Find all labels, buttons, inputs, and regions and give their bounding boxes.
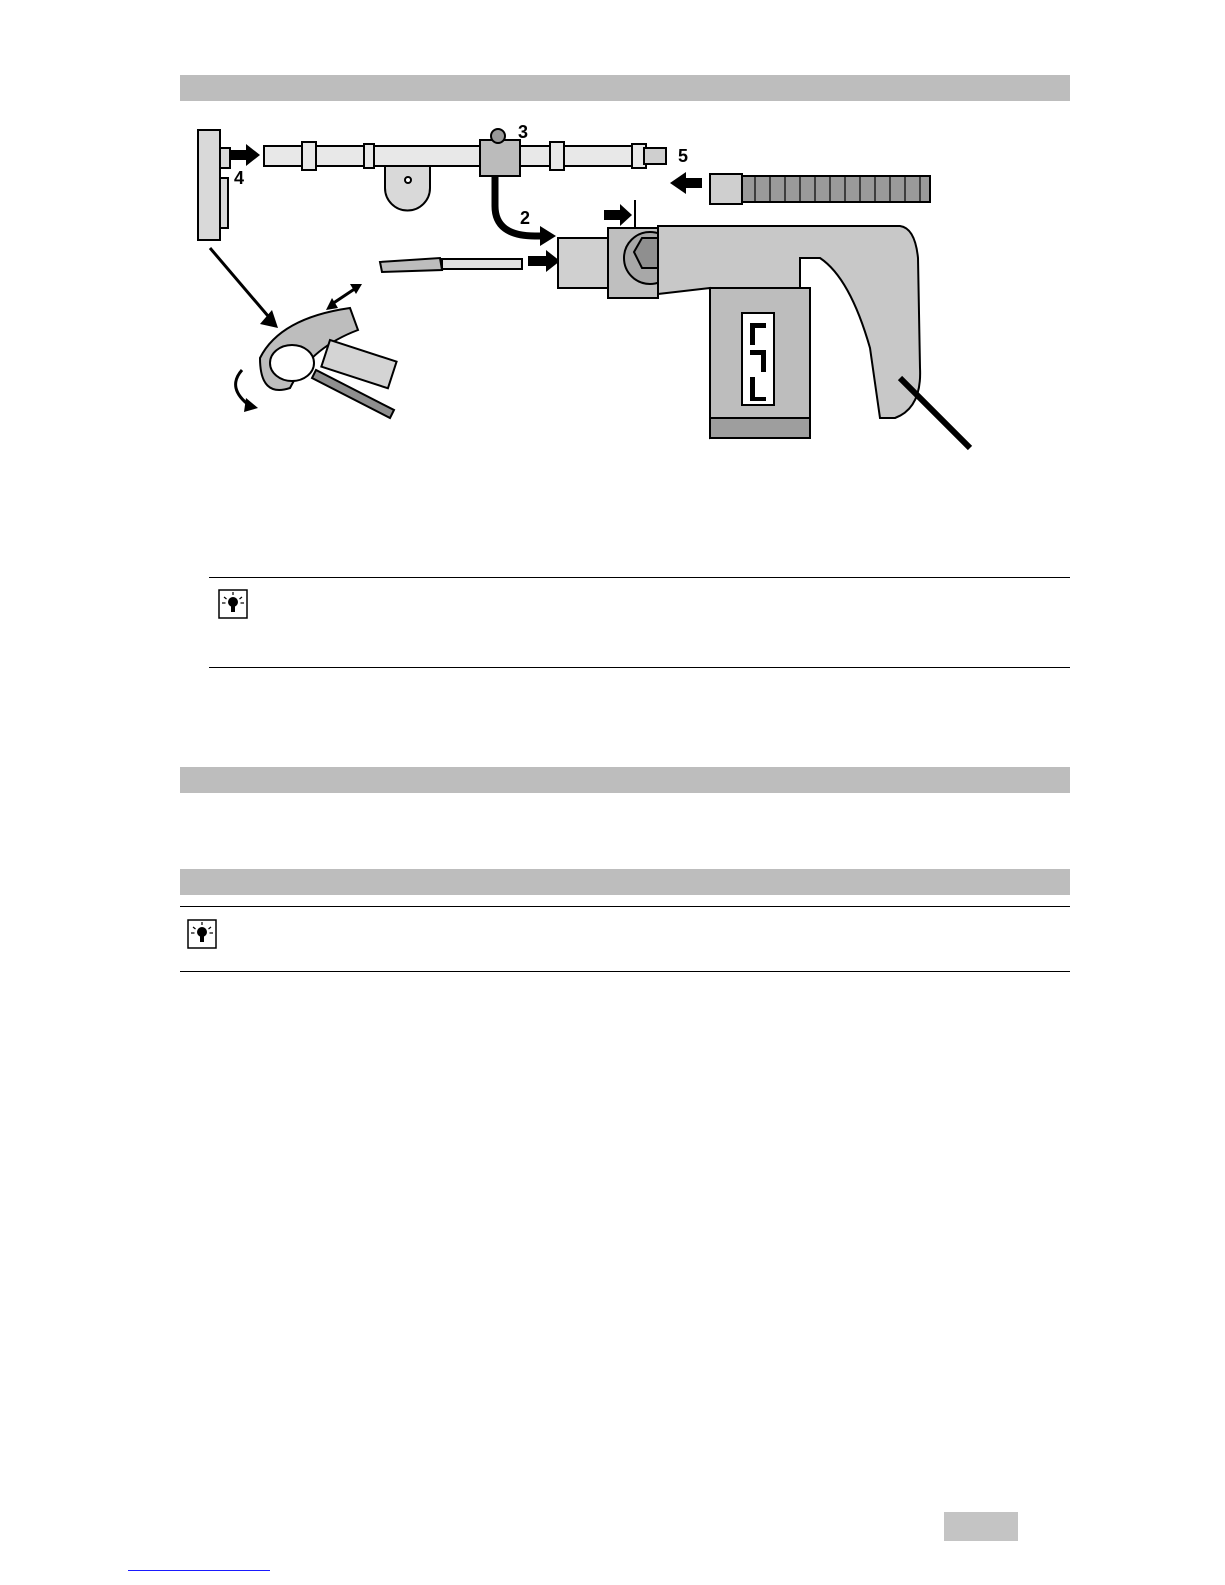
arrow-4-icon — [230, 144, 260, 166]
footer-link-underline[interactable] — [128, 1570, 270, 1571]
callout-4: 4 — [234, 168, 245, 188]
drill-assembly-illustration — [180, 118, 980, 458]
tip-box-2-bottom-rule — [180, 971, 1070, 972]
dust-attachment — [260, 308, 397, 418]
section-header-bar-3 — [180, 869, 1070, 895]
drill-bit — [380, 258, 522, 272]
arrow-bit-icon — [528, 250, 560, 272]
depth-indicator-arrow-icon — [604, 200, 635, 230]
vacuum-hose — [710, 174, 930, 204]
tip-box-1-top-rule — [209, 577, 1070, 578]
callout-3: 3 — [518, 122, 529, 142]
section-header-bar-1 — [180, 75, 1070, 101]
page-number-box — [944, 1512, 1018, 1541]
depth-rod — [264, 129, 666, 211]
tip-box-1-bottom-rule — [209, 667, 1070, 668]
rotary-hammer — [558, 226, 970, 448]
arrow-attachment-icon — [210, 248, 278, 328]
arrow-5-icon — [670, 172, 702, 194]
callout-5: 5 — [678, 146, 689, 166]
lightbulb-icon — [187, 919, 217, 949]
tip-box-2-top-rule — [180, 906, 1070, 907]
arrow-2-icon — [495, 176, 542, 236]
lightbulb-icon — [218, 589, 248, 619]
double-arrow-icon — [332, 288, 356, 304]
section-header-bar-2 — [180, 767, 1070, 793]
gauge-plate — [198, 130, 230, 240]
callout-2: 2 — [520, 208, 531, 228]
